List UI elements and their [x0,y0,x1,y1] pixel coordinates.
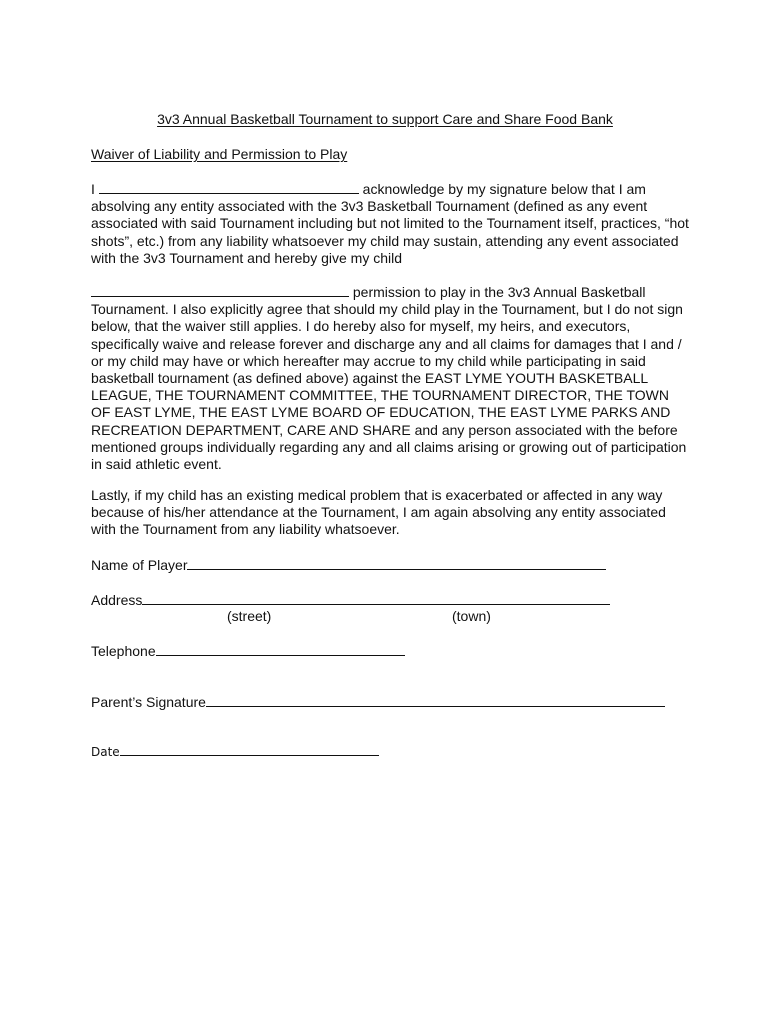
address-field [91,591,610,608]
paragraph-prefix: I [91,181,95,197]
address-label: Address [91,592,143,608]
telephone-field [91,642,405,659]
parent-signature-field [91,693,665,710]
parent-signature-input[interactable] [206,693,665,707]
name-of-player-input[interactable] [187,556,606,570]
street-sublabel: (street) [227,608,272,624]
paragraph-release [91,283,691,473]
child-name-blank[interactable] [91,283,349,297]
paragraph-acknowledgement [91,180,691,267]
paragraph-medical [91,487,691,539]
date-input[interactable] [120,743,379,756]
name-of-player-field [91,556,606,573]
telephone-label: Telephone [91,643,156,659]
date-label: Date [91,745,120,759]
paragraph-medical-text: Lastly, if my child has an existing medical problem that is exacerbated or affected in any way because of his/her attendance at the Tournament, I am again absolving any entity associated with the Tournament from any liability whatsoever. [91,487,666,538]
parent-name-blank[interactable] [99,180,359,194]
name-of-player-label: Name of Player [91,557,188,573]
parent-signature-label: Parent’s Signature [91,694,206,710]
paragraph-acknowledgement-text: acknowledge by my signature below that I am absolving any entity associated with the 3v3 Basketball Tournament (defined as any event associated with said Tournament including but not limited to the Tournament itself, practices, “hot shots”, etc.) from any liability whatsoever my child may sustain, attending any event associated with the 3v3 Tournament and hereby give my child [91,181,689,266]
date-field [91,743,379,759]
town-sublabel: (town) [452,608,491,624]
address-input[interactable] [142,591,610,605]
document-subtitle: Waiver of Liability and Permission to Play [91,146,348,162]
document-title: 3v3 Annual Basketball Tournament to support Care and Share Food Bank [157,111,613,127]
paragraph-release-text: permission to play in the 3v3 Annual Basketball Tournament. I also explicitly agree that should my child play in the Tournament, but I do not sign below, that the waiver still applies. I do hereby also for myself, my heirs, and executors, specifically waive and release forever and discharge any and all claims for damages that I and / or my child may have or which hereafter may accrue to my child while participating in said basketball tournament (as defined above) against the EAST LYME YOUTH BASKETBALL LEAGUE, THE TOURNAMENT COMMITTEE, THE TOURNAMENT DIRECTOR, THE TOWN OF EAST LYME, THE EAST LYME BOARD OF EDUCATION, THE EAST LYME PARKS AND RECREATION DEPARTMENT, CARE AND SHARE and any person associated with the before mentioned groups individually regarding any and all claims arising or growing out of participation in said athletic event. [91,284,687,473]
telephone-input[interactable] [156,642,405,656]
